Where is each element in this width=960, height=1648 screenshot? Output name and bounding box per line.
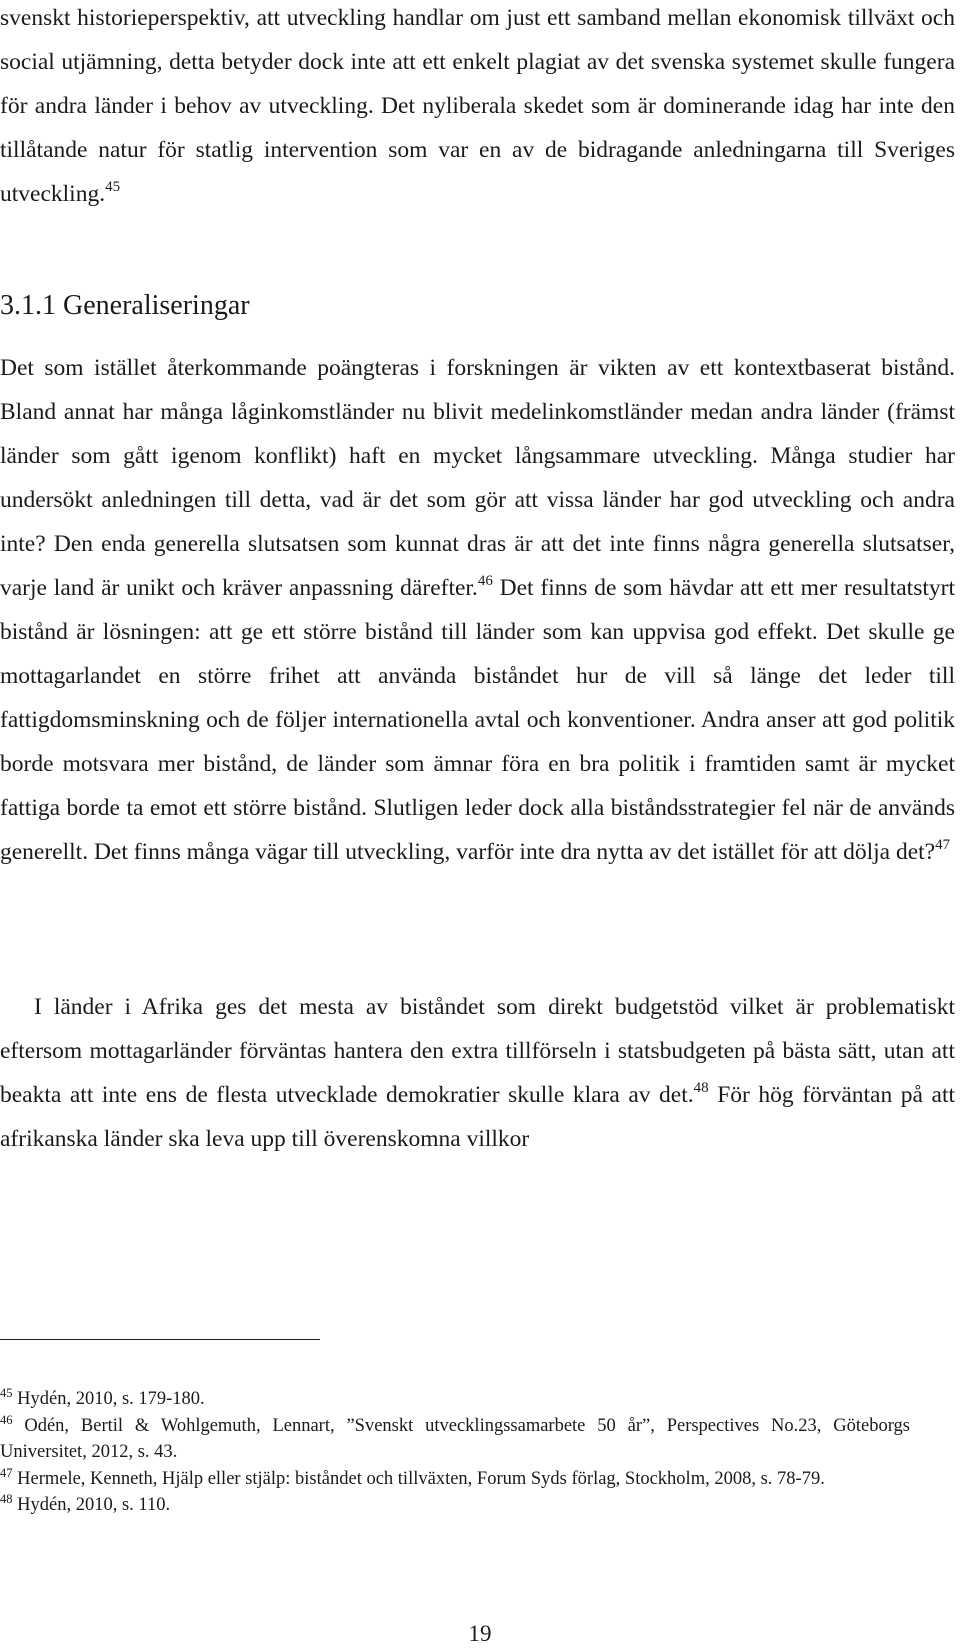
page-number: 19 [468,1621,492,1646]
paragraph-text: svenskt historieperspektiv, att utveckling handlar om just ett samband mellan ekonomisk tillväxt och social utjämning, detta betyder dock inte att ett enkelt plagiat av det svenska systemet skulle fungera för andra länder i behov av utveckling. Det nyliberala skedet som är dominerande idag har inte den tillåtande natur för statlig intervention som var en av de bidragande anledningarna till Sveriges utveckling. [0,5,955,207]
footnotes-section [0,1386,910,1519]
body-paragraph-1 [0,0,955,216]
paragraph-text: Det finns de som hävdar att ett mer resultatstyrt bistånd är lösningen: att ge ett större bistånd till länder som kan uppvisa god effekt. Det skulle ge mottagarlandet en större frihet att använda biståndet hur de vill så länge det leder till fattigdomsminskning och de följer internationella avtal och konventioner. Andra anser att god politik borde motsvara mer bistånd, de länder som ämnar föra en bra politik i framtiden samt är mycket fattiga borde ta emot ett större bistånd. Slutligen leder dock alla biståndsstrategier fel när de används generellt. Det finns många vägar till utveckling, varför inte dra nytta av det istället för att dölja det? [0,575,955,865]
footnote-48 [0,1492,910,1519]
footnote-text: Hydén, 2010, s. 110. [12,1495,171,1515]
footnote-45 [0,1386,910,1413]
footnote-ref-47[interactable]: 47 [935,837,951,853]
footnote-number: 47 [0,1465,13,1480]
footnote-47 [0,1466,910,1493]
footnote-text: Hermele, Kenneth, Hjälp eller stjälp: biståndet och tillväxten, Forum Syds förlag, Stockholm, 2008, s. 78-79. [12,1468,825,1489]
paragraph-text: Det som istället återkommande poängteras i forskningen är vikten av ett kontextbaserat bistånd. Bland annat har många låginkomstländer nu blivit medelinkomstländer medan andra länder (främst länder som gått igenom konflikt) haft en mycket långsammare utveckling. Många studier har undersökt anledningen till detta, vad är det som gör att vissa länder har god utveckling och andra inte? Den enda generella slutsatsen som kunnat dras är att det inte finns några generella slutsatser, varje land är unikt och kräver anpassning därefter. [0,355,955,601]
paragraph-text: För hög förväntan på att afrikanska länder ska leva upp till överenskomna villkor [0,1082,956,1152]
body-paragraph-2 [0,346,955,874]
footnote-ref-45[interactable]: 45 [105,179,121,195]
footnote-number: 46 [0,1412,13,1427]
footnote-divider [0,1339,320,1340]
footnote-ref-48[interactable]: 48 [693,1080,709,1096]
paragraph-text: I länder i Afrika ges det mesta av biståndet som direkt budgetstöd vilket är problematiskt eftersom mottagarländer förväntas hantera den extra tillförseln i statsbudgeten på bästa sätt, utan att beakta att inte ens de flesta utvecklade demokratier skulle klara av det. [0,994,955,1108]
section-heading: 3.1.1 Generaliseringar [0,290,250,321]
footnote-ref-46[interactable]: 46 [477,573,493,589]
footnote-46 [0,1413,910,1466]
footnote-number: 48 [0,1492,13,1506]
footnote-text: Odén, Bertil & Wohlgemuth, Lennart, ”Svenskt utvecklingssamarbete 50 år”, Perspectives No.23, Göteborgs Universitet, 2012, s. 43. [0,1415,910,1462]
body-paragraph-3 [0,985,955,1161]
footnote-number: 45 [0,1386,13,1400]
footnote-text: Hydén, 2010, s. 179-180. [12,1389,205,1409]
